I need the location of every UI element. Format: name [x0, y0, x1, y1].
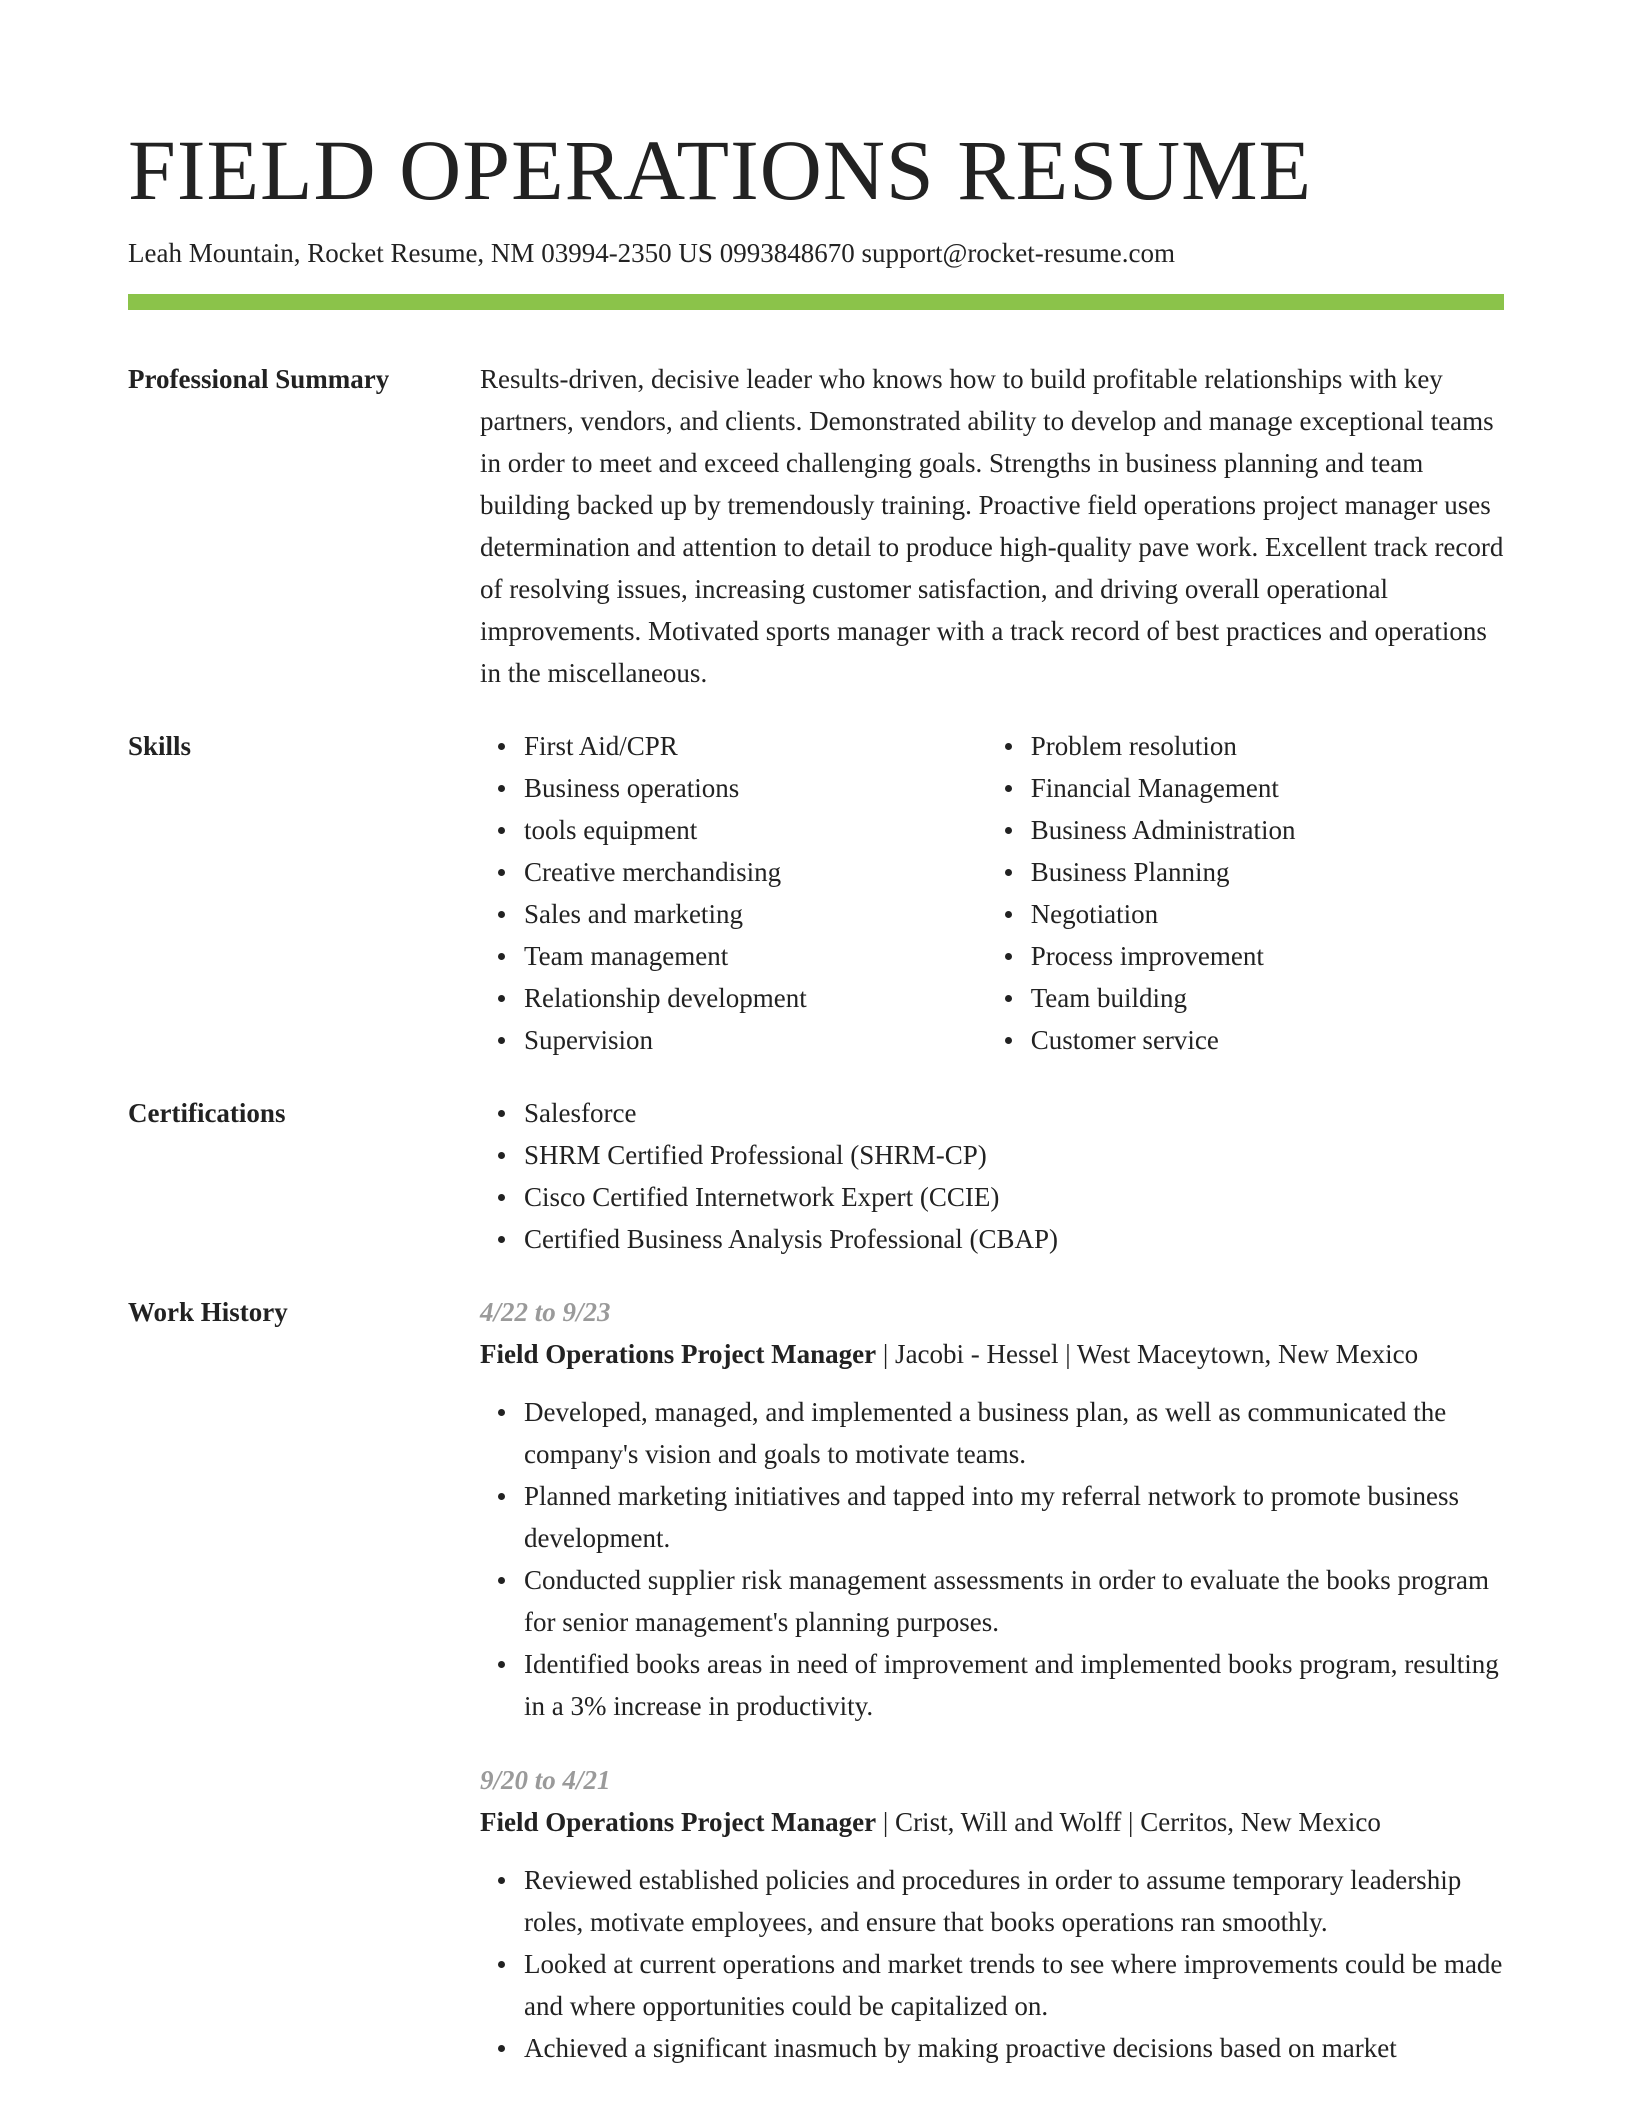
summary-label: Professional Summary	[128, 364, 390, 394]
job-bullet: Reviewed established policies and procedures in order to assume temporary leadership roles, motivate employees, and ensure that books operations ran smoothly.	[524, 1859, 1504, 1943]
job-bullet: Looked at current operations and market trends to see where improvements could be made and where opportunities could be capitalized on.	[524, 1943, 1504, 2027]
skill-item: Business operations	[524, 767, 943, 809]
job-bullets	[480, 1859, 1504, 2069]
summary-text: Results-driven, decisive leader who knows how to build profitable relationships with key partners, vendors, and clients. Demonstrated ability to develop and manage exceptional teams in order to meet and exceed challenging goals. Strengths in business planning and team building backed up by tremendously training. Proactive field operations project manager uses determination and attention to detail to produce high-quality pave work. Excellent track record of resolving issues, increasing customer satisfaction, and driving overall operational improvements. Motivated sports manager with a track record of best practices and operations in the miscellaneous.	[480, 364, 1504, 688]
job-entry	[480, 1759, 1504, 2069]
skill-item: Financial Management	[1031, 767, 1504, 809]
skill-item: Business Administration	[1031, 809, 1504, 851]
job-role: Field Operations Project Manager	[480, 1339, 877, 1369]
certification-item: Cisco Certified Internetwork Expert (CCIE)	[524, 1176, 1504, 1218]
certification-item: SHRM Certified Professional (SHRM-CP)	[524, 1134, 1504, 1176]
job-dates: 4/22 to 9/23	[480, 1297, 611, 1327]
accent-divider	[128, 294, 1504, 310]
job-bullet: Identified books areas in need of improvement and implemented books program, resulting in a 3% increase in productivity.	[524, 1643, 1504, 1727]
skills-label: Skills	[128, 731, 192, 761]
skill-item: Team building	[1031, 977, 1504, 1019]
skill-item: Customer service	[1031, 1019, 1504, 1061]
certifications-section	[128, 1092, 1504, 1260]
skills-section	[128, 725, 1504, 1061]
job-bullet: Planned marketing initiatives and tapped into my referral network to promote business development.	[524, 1475, 1504, 1559]
contact-location: Rocket Resume, NM 03994-2350 US	[307, 238, 713, 268]
skill-item: Sales and marketing	[524, 893, 943, 935]
certification-item: Certified Business Analysis Professional (CBAP)	[524, 1218, 1504, 1260]
job-heading	[480, 1333, 1504, 1375]
skill-item: Negotiation	[1031, 893, 1504, 935]
work-history-label: Work History	[128, 1297, 288, 1327]
job-heading	[480, 1801, 1504, 1843]
resume-page	[128, 120, 1504, 2069]
contact-phone: 0993848670	[719, 238, 855, 268]
job-details: | Crist, Will and Wolff | Cerritos, New Mexico	[876, 1807, 1381, 1837]
skill-item: Team management	[524, 935, 943, 977]
job-dates: 9/20 to 4/21	[480, 1765, 611, 1795]
skill-item: tools equipment	[524, 809, 943, 851]
skill-item: Problem resolution	[1031, 725, 1504, 767]
skill-item: Process improvement	[1031, 935, 1504, 977]
job-entry	[480, 1291, 1504, 1727]
job-bullet: Conducted supplier risk management assessments in order to evaluate the books program for senior management's planning purposes.	[524, 1559, 1504, 1643]
skills-body	[480, 725, 1504, 1061]
skill-item: Supervision	[524, 1019, 943, 1061]
certifications-body	[480, 1092, 1504, 1260]
summary-body	[480, 358, 1504, 694]
contact-name: Leah Mountain,	[128, 238, 301, 268]
contact-line	[128, 236, 1504, 270]
skill-item: Creative merchandising	[524, 851, 943, 893]
skill-item: First Aid/CPR	[524, 725, 943, 767]
skills-list-right	[987, 725, 1504, 1061]
certifications-list	[480, 1092, 1504, 1260]
job-bullet: Achieved a significant inasmuch by making proactive decisions based on market	[524, 2027, 1504, 2069]
work-history-body	[480, 1291, 1504, 2069]
certification-item: Salesforce	[524, 1092, 1504, 1134]
contact-email: support@rocket-resume.com	[861, 238, 1175, 268]
certifications-label: Certifications	[128, 1098, 286, 1128]
job-role: Field Operations Project Manager	[480, 1807, 877, 1837]
summary-section	[128, 358, 1504, 694]
job-bullet: Developed, managed, and implemented a business plan, as well as communicated the company's vision and goals to motivate teams.	[524, 1391, 1504, 1475]
skill-item: Relationship development	[524, 977, 943, 1019]
skill-item: Business Planning	[1031, 851, 1504, 893]
resume-title: FIELD OPERATIONS RESUME	[128, 122, 1313, 218]
job-details: | Jacobi - Hessel | West Maceytown, New Mexico	[876, 1339, 1419, 1369]
job-bullets	[480, 1391, 1504, 1727]
work-history-section	[128, 1291, 1504, 2069]
skills-list-left	[480, 725, 943, 1061]
